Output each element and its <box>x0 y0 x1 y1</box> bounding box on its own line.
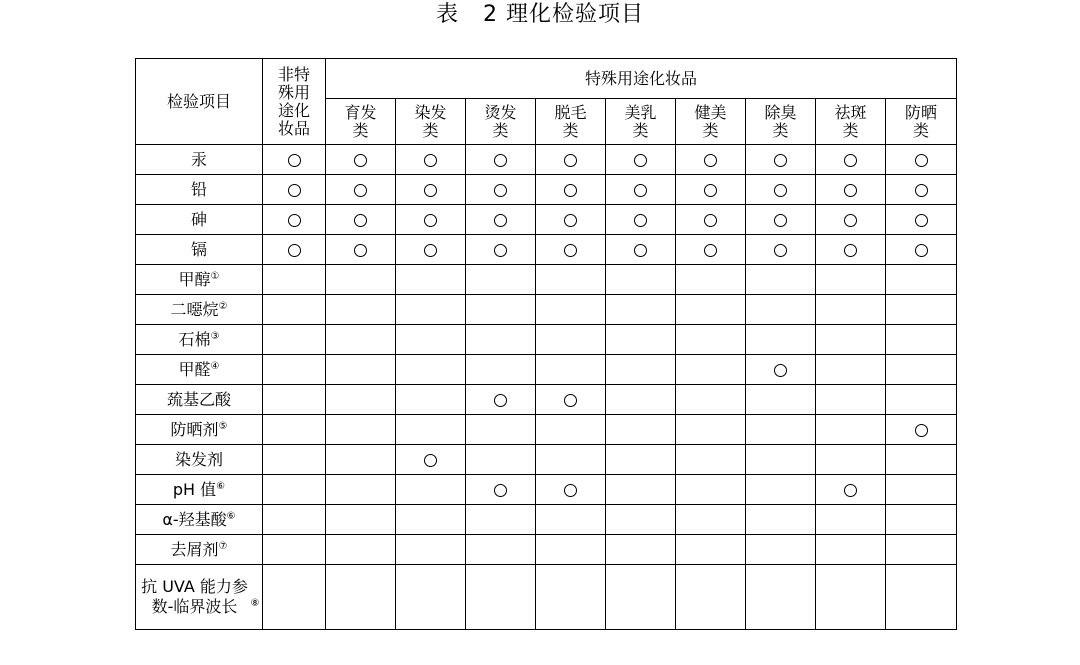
mark-cell <box>886 415 957 445</box>
mark-cell <box>396 565 466 630</box>
item-label: 汞 <box>190 150 207 169</box>
item-label: 巯基乙酸 <box>166 390 231 409</box>
circle-mark-icon <box>494 154 507 167</box>
mark-cell <box>326 295 396 325</box>
circle-mark-icon <box>564 184 577 197</box>
mark-cell <box>816 295 886 325</box>
mark-cell <box>396 145 466 175</box>
circle-mark-icon <box>288 214 301 227</box>
table-row <box>136 445 957 475</box>
mark-cell <box>606 325 676 355</box>
circle-mark-icon <box>564 484 577 497</box>
mark-cell <box>676 355 746 385</box>
mark-cell <box>466 205 536 235</box>
mark-cell <box>816 145 886 175</box>
mark-cell <box>676 475 746 505</box>
mark-cell <box>536 295 606 325</box>
table-row <box>136 325 957 355</box>
header-category <box>536 99 606 145</box>
mark-cell <box>606 475 676 505</box>
mark-cell <box>466 355 536 385</box>
mark-cell <box>326 355 396 385</box>
mark-cell <box>746 205 816 235</box>
circle-mark-icon <box>288 244 301 257</box>
mark-cell <box>466 475 536 505</box>
mark-cell <box>536 265 606 295</box>
item-cell <box>136 295 263 325</box>
mark-cell <box>886 175 957 205</box>
mark-cell <box>676 175 746 205</box>
mark-cell <box>886 445 957 475</box>
mark-cell <box>606 505 676 535</box>
mark-cell <box>466 565 536 630</box>
circle-mark-icon <box>774 154 787 167</box>
table-row <box>136 475 957 505</box>
circle-mark-icon <box>494 484 507 497</box>
table-title: 表 2 理化检验项目 <box>436 2 644 27</box>
mark-cell <box>886 265 957 295</box>
mark-cell <box>536 535 606 565</box>
circle-mark-icon <box>844 214 857 227</box>
mark-cell <box>746 295 816 325</box>
circle-mark-icon <box>774 184 787 197</box>
item-cell <box>136 325 263 355</box>
item-label: 甲醛 <box>178 360 211 379</box>
mark-cell <box>536 475 606 505</box>
item-label: 铅 <box>190 180 207 199</box>
mark-cell <box>396 535 466 565</box>
mark-cell <box>466 175 536 205</box>
mark-cell <box>816 325 886 355</box>
mark-cell <box>886 325 957 355</box>
item-label: 防晒剂 <box>170 420 219 439</box>
circle-mark-icon <box>564 244 577 257</box>
mark-cell <box>326 235 396 265</box>
mark-cell <box>536 505 606 535</box>
circle-mark-icon <box>634 244 647 257</box>
mark-cell <box>816 445 886 475</box>
mark-cell <box>816 205 886 235</box>
mark-cell <box>396 205 466 235</box>
mark-cell <box>396 505 466 535</box>
mark-cell <box>263 445 326 475</box>
mark-cell <box>606 265 676 295</box>
item-note: ⑤ <box>218 421 228 432</box>
circle-mark-icon <box>634 154 647 167</box>
mark-cell <box>396 415 466 445</box>
mark-cell <box>886 505 957 535</box>
mark-cell <box>746 475 816 505</box>
header-category <box>746 99 816 145</box>
item-label: α-羟基酸 <box>162 510 227 529</box>
mark-cell <box>676 565 746 630</box>
header-category-label: 烫发类 <box>484 102 517 140</box>
header-category-label: 防晒类 <box>905 102 938 140</box>
mark-cell <box>263 175 326 205</box>
mark-cell <box>676 145 746 175</box>
item-label: 砷 <box>190 210 207 229</box>
mark-cell <box>676 445 746 475</box>
table-row <box>136 385 957 415</box>
mark-cell <box>263 235 326 265</box>
circle-mark-icon <box>354 214 367 227</box>
item-label: 染发剂 <box>174 450 223 469</box>
table-row <box>136 415 957 445</box>
circle-mark-icon <box>494 244 507 257</box>
mark-cell <box>606 205 676 235</box>
mark-cell <box>263 205 326 235</box>
mark-cell <box>816 415 886 445</box>
circle-mark-icon <box>634 214 647 227</box>
mark-cell <box>396 385 466 415</box>
mark-cell <box>263 355 326 385</box>
item-note: ⑦ <box>218 541 228 552</box>
item-cell <box>136 505 263 535</box>
mark-cell <box>263 385 326 415</box>
mark-cell <box>326 505 396 535</box>
mark-cell <box>816 355 886 385</box>
mark-cell <box>263 325 326 355</box>
mark-cell <box>886 295 957 325</box>
circle-mark-icon <box>494 184 507 197</box>
mark-cell <box>886 235 957 265</box>
mark-cell <box>466 325 536 355</box>
mark-cell <box>676 235 746 265</box>
item-note: ⑥ <box>216 481 226 492</box>
item-label: pH 值 <box>172 480 217 499</box>
mark-cell <box>466 535 536 565</box>
circle-mark-icon <box>424 184 437 197</box>
mark-cell <box>606 295 676 325</box>
item-note: ① <box>210 271 220 282</box>
circle-mark-icon <box>634 184 647 197</box>
mark-cell <box>746 265 816 295</box>
circle-mark-icon <box>915 244 928 257</box>
circle-mark-icon <box>354 184 367 197</box>
mark-cell <box>326 325 396 355</box>
header-category-label: 健美类 <box>694 102 727 140</box>
mark-cell <box>326 475 396 505</box>
circle-mark-icon <box>774 244 787 257</box>
mark-cell <box>396 325 466 355</box>
mark-cell <box>396 445 466 475</box>
item-label: 二噁烷 <box>170 300 219 319</box>
mark-cell <box>606 235 676 265</box>
mark-cell <box>676 535 746 565</box>
table-row <box>136 535 957 565</box>
mark-cell <box>396 295 466 325</box>
mark-cell <box>676 415 746 445</box>
mark-cell <box>263 475 326 505</box>
item-note: ④ <box>210 361 220 372</box>
header-category <box>396 99 466 145</box>
mark-cell <box>606 175 676 205</box>
table-row <box>136 235 957 265</box>
mark-cell <box>263 535 326 565</box>
mark-cell <box>746 355 816 385</box>
item-cell <box>136 355 263 385</box>
table-row <box>136 175 957 205</box>
mark-cell <box>606 415 676 445</box>
table-body <box>136 145 957 630</box>
header-category-label: 祛斑类 <box>834 102 867 140</box>
mark-cell <box>816 235 886 265</box>
header-category <box>606 99 676 145</box>
item-cell <box>136 385 263 415</box>
header-category-label: 染发类 <box>414 102 447 140</box>
mark-cell <box>886 565 957 630</box>
mark-cell <box>263 565 326 630</box>
mark-cell <box>746 145 816 175</box>
circle-mark-icon <box>354 154 367 167</box>
item-cell <box>136 475 263 505</box>
mark-cell <box>676 295 746 325</box>
mark-cell <box>746 175 816 205</box>
circle-mark-icon <box>288 184 301 197</box>
circle-mark-icon <box>424 244 437 257</box>
mark-cell <box>263 295 326 325</box>
mark-cell <box>676 325 746 355</box>
item-cell <box>136 175 263 205</box>
mark-cell <box>466 385 536 415</box>
mark-cell <box>466 505 536 535</box>
circle-mark-icon <box>354 244 367 257</box>
mark-cell <box>396 355 466 385</box>
mark-cell <box>606 145 676 175</box>
circle-mark-icon <box>844 484 857 497</box>
header-category <box>816 99 886 145</box>
item-cell <box>136 265 263 295</box>
header-category-label: 育发类 <box>344 102 377 140</box>
item-label: 抗 UVA 能力参数-临界波长 <box>141 577 248 616</box>
table-row <box>136 145 957 175</box>
circle-mark-icon <box>704 184 717 197</box>
header-category <box>676 99 746 145</box>
mark-cell <box>816 385 886 415</box>
mark-cell <box>396 175 466 205</box>
mark-cell <box>466 295 536 325</box>
mark-cell <box>396 475 466 505</box>
header-row-1 <box>136 59 957 99</box>
mark-cell <box>886 385 957 415</box>
item-note: ③ <box>210 331 220 342</box>
mark-cell <box>886 145 957 175</box>
mark-cell <box>606 355 676 385</box>
circle-mark-icon <box>844 184 857 197</box>
circle-mark-icon <box>774 214 787 227</box>
inspection-items-table <box>135 58 957 630</box>
mark-cell <box>326 205 396 235</box>
table-row <box>136 355 957 385</box>
mark-cell <box>676 265 746 295</box>
mark-cell <box>816 175 886 205</box>
mark-cell <box>326 265 396 295</box>
item-cell <box>136 205 263 235</box>
item-cell <box>136 235 263 265</box>
item-note: ⑥ <box>226 511 236 522</box>
mark-cell <box>263 145 326 175</box>
mark-cell <box>536 385 606 415</box>
item-note: ② <box>218 301 228 312</box>
mark-cell <box>466 265 536 295</box>
mark-cell <box>746 505 816 535</box>
circle-mark-icon <box>564 214 577 227</box>
mark-cell <box>676 205 746 235</box>
mark-cell <box>746 325 816 355</box>
item-label: 去屑剂 <box>170 540 219 559</box>
mark-cell <box>816 535 886 565</box>
item-cell <box>136 565 263 630</box>
circle-mark-icon <box>564 154 577 167</box>
circle-mark-icon <box>494 214 507 227</box>
mark-cell <box>886 205 957 235</box>
mark-cell <box>536 145 606 175</box>
item-label: 甲醇 <box>178 270 211 289</box>
header-item-column: 检验项目 <box>136 59 263 145</box>
circle-mark-icon <box>424 214 437 227</box>
mark-cell <box>816 565 886 630</box>
mark-cell <box>536 355 606 385</box>
item-label: 镉 <box>190 240 207 259</box>
header-category-label: 脱毛类 <box>554 102 587 140</box>
mark-cell <box>606 535 676 565</box>
item-label: 石棉 <box>178 330 211 349</box>
mark-cell <box>676 385 746 415</box>
mark-cell <box>746 565 816 630</box>
circle-mark-icon <box>915 184 928 197</box>
header-category-label: 美乳类 <box>624 102 657 140</box>
mark-cell <box>536 235 606 265</box>
circle-mark-icon <box>915 424 928 437</box>
circle-mark-icon <box>704 154 717 167</box>
mark-cell <box>263 505 326 535</box>
mark-cell <box>326 145 396 175</box>
circle-mark-icon <box>564 394 577 407</box>
mark-cell <box>676 505 746 535</box>
circle-mark-icon <box>844 154 857 167</box>
header-category <box>466 99 536 145</box>
mark-cell <box>466 235 536 265</box>
mark-cell <box>746 385 816 415</box>
circle-mark-icon <box>774 364 787 377</box>
mark-cell <box>263 265 326 295</box>
table-row <box>136 295 957 325</box>
mark-cell <box>396 235 466 265</box>
mark-cell <box>263 415 326 445</box>
item-cell <box>136 445 263 475</box>
mark-cell <box>536 445 606 475</box>
mark-cell <box>886 475 957 505</box>
circle-mark-icon <box>915 214 928 227</box>
mark-cell <box>396 265 466 295</box>
mark-cell <box>326 385 396 415</box>
header-special-group: 特殊用途化妆品 <box>326 59 957 99</box>
mark-cell <box>746 535 816 565</box>
header-category <box>886 99 957 145</box>
circle-mark-icon <box>704 214 717 227</box>
circle-mark-icon <box>288 154 301 167</box>
mark-cell <box>466 445 536 475</box>
circle-mark-icon <box>424 154 437 167</box>
mark-cell <box>746 235 816 265</box>
mark-cell <box>326 175 396 205</box>
header-category-label: 除臭类 <box>764 102 797 140</box>
circle-mark-icon <box>704 244 717 257</box>
mark-cell <box>606 565 676 630</box>
table-row <box>136 205 957 235</box>
mark-cell <box>886 355 957 385</box>
mark-cell <box>536 415 606 445</box>
header-non-special-label: 非特殊用途化妆品 <box>277 64 310 138</box>
item-cell <box>136 415 263 445</box>
mark-cell <box>326 445 396 475</box>
mark-cell <box>746 445 816 475</box>
mark-cell <box>536 565 606 630</box>
mark-cell <box>536 205 606 235</box>
item-note: ⑧ <box>250 598 260 609</box>
table-row <box>136 505 957 535</box>
circle-mark-icon <box>844 244 857 257</box>
mark-cell <box>886 535 957 565</box>
mark-cell <box>326 565 396 630</box>
mark-cell <box>816 475 886 505</box>
mark-cell <box>606 385 676 415</box>
mark-cell <box>816 265 886 295</box>
mark-cell <box>466 415 536 445</box>
table-row <box>136 265 957 295</box>
circle-mark-icon <box>915 154 928 167</box>
mark-cell <box>326 535 396 565</box>
circle-mark-icon <box>494 394 507 407</box>
mark-cell <box>606 445 676 475</box>
item-cell <box>136 535 263 565</box>
mark-cell <box>466 145 536 175</box>
circle-mark-icon <box>424 454 437 467</box>
mark-cell <box>536 175 606 205</box>
mark-cell <box>746 415 816 445</box>
header-category <box>326 99 396 145</box>
mark-cell <box>536 325 606 355</box>
mark-cell <box>816 505 886 535</box>
header-non-special <box>263 59 326 145</box>
table-row <box>136 565 957 630</box>
item-cell <box>136 145 263 175</box>
mark-cell <box>326 415 396 445</box>
